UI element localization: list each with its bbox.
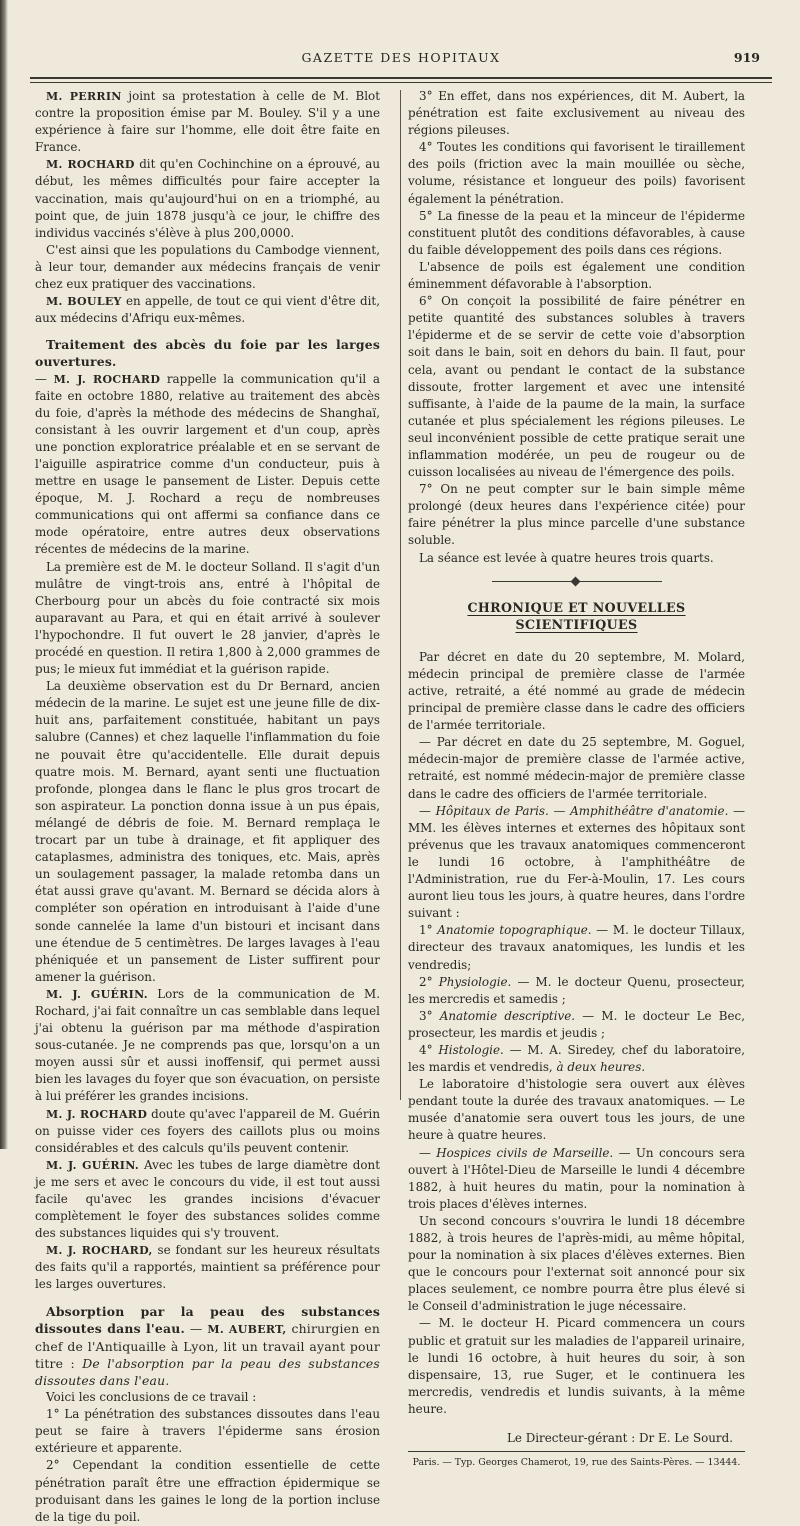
paragraph-text: doute qu'avec l'appareil de M. Guérin on puisse vider ces foyers des caillots plus ou moins considérables et des calculs qu'ils peuvent contenir.: [35, 1106, 380, 1155]
header-rule-thin: [30, 82, 772, 83]
speaker: M. BOULEY: [46, 295, 122, 309]
paragraph: C'est ainsi que les populations du Cambodge viennent, à leur tour, demander aux médecins français de venir chez eux pratiquer des vaccinations.: [35, 242, 380, 292]
speaker: M. PERRIN: [46, 90, 122, 103]
paragraph-text: Lors de la communication de M. Rochard, j'ai fait connaître un cas semblable dans lequel j'ai obtenu la guérison par ma méthode d'aspiration sous-cutanée. Je ne comprends pas que, lorsqu'on a un moyen aussi sûr et aussi inoffensif, qui permet aussi bien les lavages du foyer que son évacuation, on persiste à lui préférer les grandes incisions.: [35, 986, 380, 1104]
paragraph: [35, 1157, 380, 1242]
work-title: De l'absorption par la peau des substances dissoutes dans l'eau.: [35, 1355, 380, 1388]
header-rule-thick: [30, 77, 772, 79]
paragraph-text: Avec les tubes de large diamètre dont je me sers et avec le concours du vide, il est tout aussi facile qu'avec les grandes incisions d'évacuer complètement le foyer des substances solides comme des substances liquides qui s'y trouvent.: [35, 1157, 380, 1241]
paragraph: [408, 1042, 745, 1076]
paragraph-text: — MM. les élèves internes et externes des hôpitaux sont prévenus que les travaux anatomiques commenceront le lundi 16 octobre, à l'amphithéâtre de l'Administration, rue du Fer-à-Moulin, 17. Les cours auront lieu tous les jours, à quatre heures, dans l'ordre suivant :: [408, 803, 745, 921]
paragraph: 1° La pénétration des substances dissoutes dans l'eau peut se faire à travers l'épiderme sans érosion extérieure et apparente.: [35, 1407, 380, 1456]
chronique-heading: CHRONIQUE ET NOUVELLES SCIENTIFIQUES: [467, 599, 686, 632]
course-name: Anatomie descriptive.: [439, 1008, 576, 1023]
journal-title: GAZETTE DES HOPITAUX: [301, 50, 501, 65]
section-heading-absorption: [35, 1303, 380, 1389]
paragraph: [408, 1145, 745, 1213]
dash: —: [35, 371, 54, 386]
paragraph-text: joint sa protestation à celle de M. Blot contre la proposition émise par M. Bouley. S'il y a une expérience à faire sur l'homme, elle doit être faite en France.: [35, 89, 380, 155]
paragraph: 6° On conçoit la possibilité de faire pénétrer en petite quantité des substances solubles à travers l'épiderme et de se servir de cette voie d'absorption soit dans le bain, soit en dehors du bain. Il faut, pour cela, avant ou pendant le contact de la substance dissoute, frotter largement et avec une intensité suffisante, à l'aide de la paume de la main, la surface cutanée et plus spécialement les régions pileuses. Le seul inconvénient possible de cette pratique serait une inflammation modérée, un peu de rougeur ou de cuisson localisées au niveau de l'émergence des poils.: [408, 294, 745, 480]
course-name: Histologie.: [438, 1042, 504, 1057]
paragraph: [408, 1008, 745, 1042]
page-header: [30, 50, 772, 72]
course-name: Physiologie.: [438, 974, 512, 989]
section-heading-abces: [35, 336, 380, 370]
paragraph: Par décret en date du 20 septembre, M. Molard, médecin principal de première classe de l'armée active, retraité, a été nommé au grade de médecin principal de première classe dans le cadre des officiers de l'armée territoriale.: [408, 649, 745, 733]
section-title: Absorption par la peau des substances dissoutes dans l'eau.: [35, 1303, 380, 1336]
paragraph-text: — M. le docteur Le Bec, prosecteur, les mardis et jeudis ;: [408, 1008, 745, 1040]
dash: —: [419, 1145, 437, 1160]
speaker: M. AUBERT,: [207, 1322, 287, 1336]
speaker: M. J. GUÉRIN.: [46, 1158, 140, 1172]
paragraph: Un second concours s'ouvrira le lundi 18 décembre 1882, à trois heures de l'après-midi, au même hôpital, pour la nomination à six places d'élèves externes. Bien que le concours pour l'externat soit annoncé pour six places seulement, ce nombre pourra être plus élevé si le Conseil d'administration le juge nécessaire.: [408, 1213, 745, 1314]
paragraph: 7° On ne peut compter sur le bain simple même prolongé (deux heures dans l'expérience citée) pour faire pénétrer la plus mince parcelle d'une substance soluble.: [408, 482, 745, 548]
course-name: Anatomie topographique.: [437, 923, 592, 938]
right-column: [408, 88, 745, 1471]
paragraph: [35, 293, 380, 327]
paragraph: [35, 1242, 380, 1293]
paragraph-text: — Un concours sera ouvert à l'Hôtel-Dieu de Marseille le lundi 4 décembre 1882, à huit heures du matin, pour la nomination à trois places d'élèves internes.: [408, 1145, 746, 1211]
list-number: 4°: [419, 1042, 439, 1057]
speaker: M. J. GUÉRIN.: [46, 987, 148, 1001]
paragraph: 4° Toutes les conditions qui favorisent le tiraillement des poils (friction avec la main mouillée ou sèche, volume, résistance et longueur des poils) favorisent également la pénétration.: [408, 140, 745, 206]
paragraph: 2° Cependant la condition essentielle de cette pénétration paraît être une effraction épidermique se produisant dans les gaines le long de la portion incluse de la tige du poil.: [35, 1458, 380, 1524]
paragraph-text: — M. A. Siredey, chef du laboratoire, les mardis et vendredis,: [408, 1042, 746, 1075]
paragraph: L'absence de poils est également une condition éminemment défavorable à l'absorption.: [408, 259, 745, 292]
page-binding-edge: [0, 0, 8, 1149]
speaker: M. J. ROCHARD: [46, 1107, 148, 1121]
paragraph: 3° En effet, dans nos expériences, dit M. Aubert, la pénétration est faite exclusivement au niveau des régions pileuses.: [408, 89, 745, 138]
list-number: 2°: [419, 974, 439, 989]
dash: —: [419, 803, 436, 818]
paragraph-text: se fondant sur les heureux résultats des faits qu'il a rapportés, maintient sa préférence pour les larges ouvertures.: [35, 1243, 380, 1292]
ornament-rule: [492, 577, 662, 586]
paragraph-text: dit qu'en Cochinchine on a éprouvé, au début, les mêmes difficultés pour faire accepter la vaccination, mais qu'aujourd'hui on en a triomphé, au point que, de juin 1878 jusqu'à ce jour, le chiffre des individus vaccinés s'élève à plus 200,0000.: [35, 157, 380, 240]
paragraph: [35, 986, 380, 1106]
paragraph: Le laboratoire d'histologie sera ouvert aux élèves pendant toute la durée des travaux anatomiques. — Le musée d'anatomie sera ouvert tous les jours, de une heure à quatre heures.: [408, 1077, 745, 1143]
italic-heading: Hospices civils de Marseille.: [436, 1145, 614, 1160]
paragraph-text: — M. le docteur Tillaux, directeur des travaux anatomiques, les lundis et les vendredis;: [408, 923, 746, 972]
paragraph: La séance est levée à quatre heures trois quarts.: [419, 550, 714, 565]
left-column: [35, 88, 380, 1526]
paragraph: [408, 922, 745, 973]
paragraph-text: chirurgien en chef de l'Antiquaille à Lyon, lit un travail ayant pour titre :: [35, 1320, 381, 1371]
paragraph: [35, 371, 380, 559]
speaker: M. J. ROCHARD: [53, 372, 161, 386]
signature: Le Directeur-gérant : Dr E. Le Sourd.: [506, 1431, 733, 1446]
imprint-rule: [408, 1451, 745, 1452]
paragraph: La deuxième observation est du Dr Bernard, ancien médecin de la marine. Le sujet est une jeune fille de dix-huit ans, parfaitement constituée, habitant un pays salubre (Cannes) et chez laquelle l'inflammation du foie ne pouvait être qu'accidentelle. Elle durait depuis quatre mois. M. Bernard, ayant senti une fluctuation profonde, plongea dans le flanc le plus gros trocart de son aspirateur. La ponction donna issue à un pus épais, mélangé de débris de foie. M. Bernard remplaça le trocart par un tube à drainage, et fit appliquer des cataplasmes, administra des toniques, etc. Mais, après un soulagement passager, la malade retomba dans un état aussi grave qu'avant. M. Bernard se décida alors à compléter son opération en introduisant à l'aide d'une sonde cannelée la lame d'un bistouri et incisant dans une étendue de 5 centimètres. De larges lavages à l'eau phéniquée et un pansement de Lister suffirent pour amener la guérison.: [35, 679, 380, 984]
paragraph-text: en appelle, de tout ce qui vient d'être dit, aux médecins d'Afriqu eux-mêmes.: [35, 294, 380, 326]
paragraph: 5° La finesse de la peau et la minceur de l'épiderme constituent plutôt des conditions défavorables, à cause du faible développement des poils dans ces régions.: [408, 208, 745, 257]
paragraph: [35, 88, 380, 156]
speaker: M. J. ROCHARD,: [46, 1244, 153, 1258]
paragraph: La première est de M. le docteur Solland. Il s'agit d'un mulâtre de vingt-trois ans, entré à l'hôpital de Cherbourg pour un abcès du foie contracté six mois auparavant au Para, et qui en était arrivé à soulever l'hypochondre. Il fut ouvert le 28 janvier, d'après le procédé en question. Il retira 1,800 à 2,000 grammes de pus; le mieux fut immédiat et la guérison rapide.: [35, 559, 380, 677]
paragraph: — M. le docteur H. Picard commencera un cours public et gratuit sur les maladies de l'appareil urinaire, le lundi 16 octobre, à huit heures du soir, à son dispensaire, 13, rue Suger, et le continuera les mercredis, vendredis et lundis suivants, à la même heure.: [408, 1316, 745, 1416]
column-divider: [400, 90, 401, 1100]
paragraph: [408, 803, 745, 923]
paragraph: [35, 156, 380, 241]
list-number: 3°: [419, 1008, 440, 1023]
paragraph: [35, 1106, 380, 1157]
course-time: à deux heures.: [556, 1060, 646, 1075]
dash: —: [184, 1320, 208, 1336]
page-number: 919: [733, 50, 760, 65]
speaker: M. ROCHARD: [46, 158, 135, 172]
section-title: Traitement des abcès du foie par les larges ouvertures.: [35, 337, 380, 370]
italic-heading: Hôpitaux de Paris. — Amphithéâtre d'anatomie.: [435, 803, 729, 818]
paragraph: Voici les conclusions de ce travail :: [46, 1390, 257, 1405]
printer-imprint: Paris. — Typ. Georges Chamerot, 19, rue des Saints-Pères. — 13444.: [412, 1457, 741, 1469]
paragraph-text: rappelle la communication qu'il a faite en octobre 1880, relative au traitement des abcès du foie, d'après la méthode des médecins de Shanghaï, consistant à les ouvrir largement et d'un coup, après une ponction exploratrice préalable et en se servant de l'aiguille aspiratrice comme d'un conducteur, puis à mettre en usage le pansement de Lister. Depuis cette époque, M. J. Rochard a reçu de nombreuses communications qui ont affermi sa confiance dans ce mode opératoire, entre autres deux observations récentes de médecins de la marine.: [35, 371, 381, 557]
paragraph-text: — M. le docteur Quenu, prosecteur, les mercredis et samedis ;: [408, 974, 746, 1006]
paragraph: — Par décret en date du 25 septembre, M. Goguel, médecin-major de première classe de l'armée active, retraité, est nommé médecin-major de première classe dans le cadre des officiers de l'armée territoriale.: [408, 735, 745, 801]
list-number: 1°: [419, 923, 438, 938]
paragraph: [408, 974, 745, 1008]
